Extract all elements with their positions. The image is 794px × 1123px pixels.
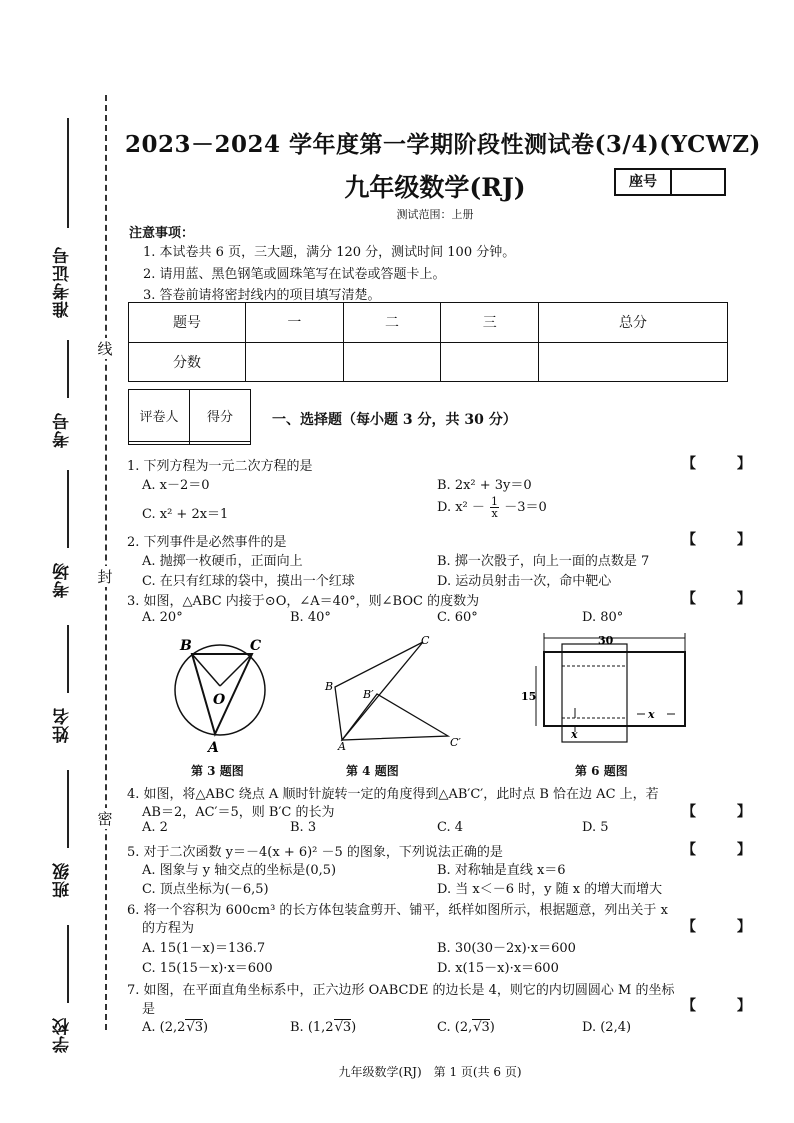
question-6-stem-cont: 的方程为	[142, 921, 195, 936]
q5-option-d[interactable]: D. 当 x＜－6 时，y 随 x 的增大而增大	[437, 882, 663, 897]
q7-a-prefix: A. (2,2	[142, 1020, 186, 1035]
label-c: C	[250, 638, 262, 654]
question-7-stem-cont: 是	[142, 1002, 156, 1017]
q7-b-close: )	[351, 1020, 357, 1035]
q7-a-close: )	[202, 1020, 209, 1035]
q1-d-numerator: 1	[491, 495, 499, 508]
label-b-prime: B′	[363, 688, 374, 701]
exam-number-line	[67, 118, 69, 228]
q7-b-radical: √3	[334, 1020, 352, 1035]
q3-option-c[interactable]: C. 60°	[437, 610, 478, 625]
name-line	[67, 625, 69, 693]
score-cell[interactable]	[246, 342, 344, 382]
q1-option-d[interactable]	[437, 496, 547, 519]
q7-c-close: )	[489, 1020, 495, 1035]
height-label: 15	[521, 690, 537, 703]
figure-6-caption: 第 6 题图	[575, 764, 628, 778]
q6-option-c[interactable]: C. 15(15－x)·x＝600	[142, 961, 273, 976]
note-item: 1. 本试卷共 6 页，三大题，满分 120 分，测试时间 100 分钟。	[143, 245, 516, 260]
q3-option-b[interactable]: B. 40°	[290, 610, 331, 625]
score-table	[128, 302, 728, 382]
q7-option-c[interactable]	[437, 1020, 495, 1035]
q7-c-radical: √3	[473, 1020, 490, 1035]
grader-score-cell[interactable]	[190, 442, 251, 445]
school-label: 学校	[53, 1017, 73, 1053]
question-4-stem-cont: AB＝2，AC′＝5，则 B′C 的长为	[142, 805, 335, 820]
question-5-stem: 5. 对于二次函数 y＝－4(x + 6)² －5 的图象，下列说法正确的是	[127, 845, 503, 860]
q7-option-d[interactable]: D. (2,4)	[582, 1020, 632, 1035]
answer-bracket[interactable]: 【 】	[682, 591, 769, 607]
seal-word-seal: 封	[97, 568, 113, 586]
question-2-stem: 2. 下列事件是必然事件的是	[127, 535, 287, 550]
exam-number-label: 准考证号	[53, 246, 73, 318]
q3-option-a[interactable]: A. 20°	[142, 610, 183, 625]
answer-bracket[interactable]: 【 】	[682, 804, 769, 820]
figure-3-caption: 第 3 题图	[191, 764, 244, 778]
label-o: O	[213, 692, 226, 708]
q7-a-radical: √3	[186, 1020, 203, 1035]
q7-option-b[interactable]	[290, 1020, 356, 1035]
page-subtitle: 九年级数学(RJ)	[344, 173, 526, 202]
note-item: 2. 请用蓝、黑色钢笔或圆珠笔写在试卷或答题卡上。	[143, 267, 446, 282]
grader-label: 评卷人	[129, 390, 190, 442]
q2-option-c[interactable]: C. 在只有红球的袋中，摸出一个红球	[142, 574, 355, 589]
grader-box	[128, 389, 251, 445]
q1-d-fraction	[490, 496, 499, 519]
score-header-cell: 总分	[539, 303, 728, 343]
net-outer	[544, 652, 685, 726]
score-cell[interactable]	[539, 342, 728, 382]
answer-bracket[interactable]: 【 】	[682, 998, 769, 1014]
exam-room-line	[67, 470, 69, 548]
section-title: 一、选择题（每小题 3 分，共 30 分）	[272, 412, 517, 428]
q6-option-a[interactable]: A. 15(1－x)＝136.7	[142, 941, 266, 956]
x-label-right: x	[648, 708, 655, 721]
score-header-cell: 题号	[129, 303, 246, 343]
q1-d-suffix: －3＝0	[504, 500, 547, 515]
grader-name-cell[interactable]	[129, 442, 190, 445]
page-footer: 九年级数学(RJ) 第 1 页(共 6 页)	[338, 1065, 522, 1079]
triangle-ab-c	[342, 694, 448, 740]
notes-title: 注意事项：	[129, 226, 195, 241]
q7-b-prefix: B. (1,2	[290, 1020, 334, 1035]
x-label-bottom: x	[571, 728, 578, 741]
q1-d-denominator: x	[491, 507, 498, 520]
seal-word-line: 线	[97, 340, 113, 358]
figure-4-caption: 第 4 题图	[346, 764, 399, 778]
q7-option-a[interactable]	[142, 1020, 208, 1035]
test-scope: 测试范围：上册	[396, 208, 474, 221]
q1-option-b[interactable]: B. 2x² + 3y＝0	[437, 478, 532, 493]
figure-6	[517, 630, 697, 760]
width-label: 30	[598, 634, 614, 647]
seal-word-close: 密	[97, 810, 113, 828]
score-header-cell: 三	[441, 303, 539, 343]
q4-option-a[interactable]: A. 2	[142, 820, 168, 835]
class-label: 班级	[53, 862, 73, 898]
q6-option-b[interactable]: B. 30(30－2x)·x＝600	[437, 941, 576, 956]
net-center	[562, 652, 627, 726]
label-b: B	[325, 680, 334, 693]
q6-option-d[interactable]: D. x(15－x)·x＝600	[437, 961, 559, 976]
grader-score-label: 得分	[190, 390, 251, 442]
answer-bracket[interactable]: 【 】	[682, 842, 769, 858]
q1-option-c[interactable]: C. x² + 2x＝1	[142, 507, 229, 522]
segment-oc	[220, 654, 252, 686]
score-row-label: 分数	[129, 342, 246, 382]
triangle-abc	[335, 642, 423, 740]
score-header-cell: 二	[343, 303, 441, 343]
score-cell[interactable]	[441, 342, 539, 382]
note-item: 3. 答卷前请将密封线内的项目填写清楚。	[143, 288, 381, 303]
answer-bracket[interactable]: 【 】	[682, 919, 769, 935]
test-number-line	[67, 340, 69, 398]
question-1-stem: 1. 下列方程为一元二次方程的是	[127, 459, 313, 474]
q7-c-prefix: C. (2,	[437, 1020, 473, 1035]
label-b: B	[180, 638, 192, 654]
page-title: 2023－2024 学年度第一学期阶段性测试卷(3/4)(YCWZ)	[125, 131, 761, 158]
q2-option-b[interactable]: B. 掷一次骰子，向上一面的点数是 7	[437, 554, 650, 569]
test-number-label: 考号	[53, 412, 73, 448]
q1-d-prefix: D. x² －	[437, 500, 485, 515]
q5-option-a[interactable]: A. 图象与 y 轴交点的坐标是(0,5)	[142, 863, 337, 878]
exam-room-label: 考场	[53, 562, 73, 598]
school-line	[67, 925, 69, 1003]
q5-option-b[interactable]: B. 对称轴是直线 x＝6	[437, 863, 566, 878]
label-c: C	[421, 634, 430, 647]
answer-bracket[interactable]: 【 】	[682, 532, 769, 548]
question-4-stem: 4. 如图，将△ABC 绕点 A 顺时针旋转一定的角度得到△AB′C′，此时点 B 恰在边 AC 上，若	[127, 787, 659, 802]
question-6-stem: 6. 将一个容积为 600cm³ 的长方体包装盒剪开、铺平，纸样如图所示，根据题意，列出关于 x	[127, 903, 668, 918]
label-a: A	[338, 740, 346, 752]
q4-option-c[interactable]: C. 4	[437, 820, 464, 835]
seat-number-box	[614, 168, 726, 196]
q1-option-a[interactable]: A. x－2＝0	[142, 478, 210, 493]
figure-3	[168, 632, 278, 754]
label-a: A	[208, 740, 219, 754]
question-3-stem: 3. 如图，△ABC 内接于⊙O，∠A＝40°，则∠BOC 的度数为	[127, 594, 480, 609]
label-c-prime: C′	[450, 736, 461, 749]
seat-number-label: 座号	[616, 170, 672, 194]
seal-dashed-line	[105, 95, 107, 1030]
q4-option-b[interactable]: B. 3	[290, 820, 317, 835]
figure-4	[320, 632, 470, 752]
q4-option-d[interactable]: D. 5	[582, 820, 609, 835]
score-cell[interactable]	[343, 342, 441, 382]
seat-number-field[interactable]	[672, 170, 724, 194]
q5-option-c[interactable]: C. 顶点坐标为(－6,5)	[142, 882, 269, 897]
answer-bracket[interactable]: 【 】	[682, 456, 769, 472]
q3-option-d[interactable]: D. 80°	[582, 610, 624, 625]
class-line	[67, 770, 69, 848]
q2-option-a[interactable]: A. 抛掷一枚硬币，正面向上	[142, 554, 303, 569]
q2-option-d[interactable]: D. 运动员射击一次，命中靶心	[437, 574, 612, 589]
name-label: 姓名	[53, 707, 73, 743]
question-7-stem: 7. 如图，在平面直角坐标系中，正六边形 OABCDE 的边长是 4，则它的内切圆圆心 M 的坐标	[127, 983, 675, 998]
score-header-cell: 一	[246, 303, 344, 343]
net-top-flap	[562, 644, 627, 652]
